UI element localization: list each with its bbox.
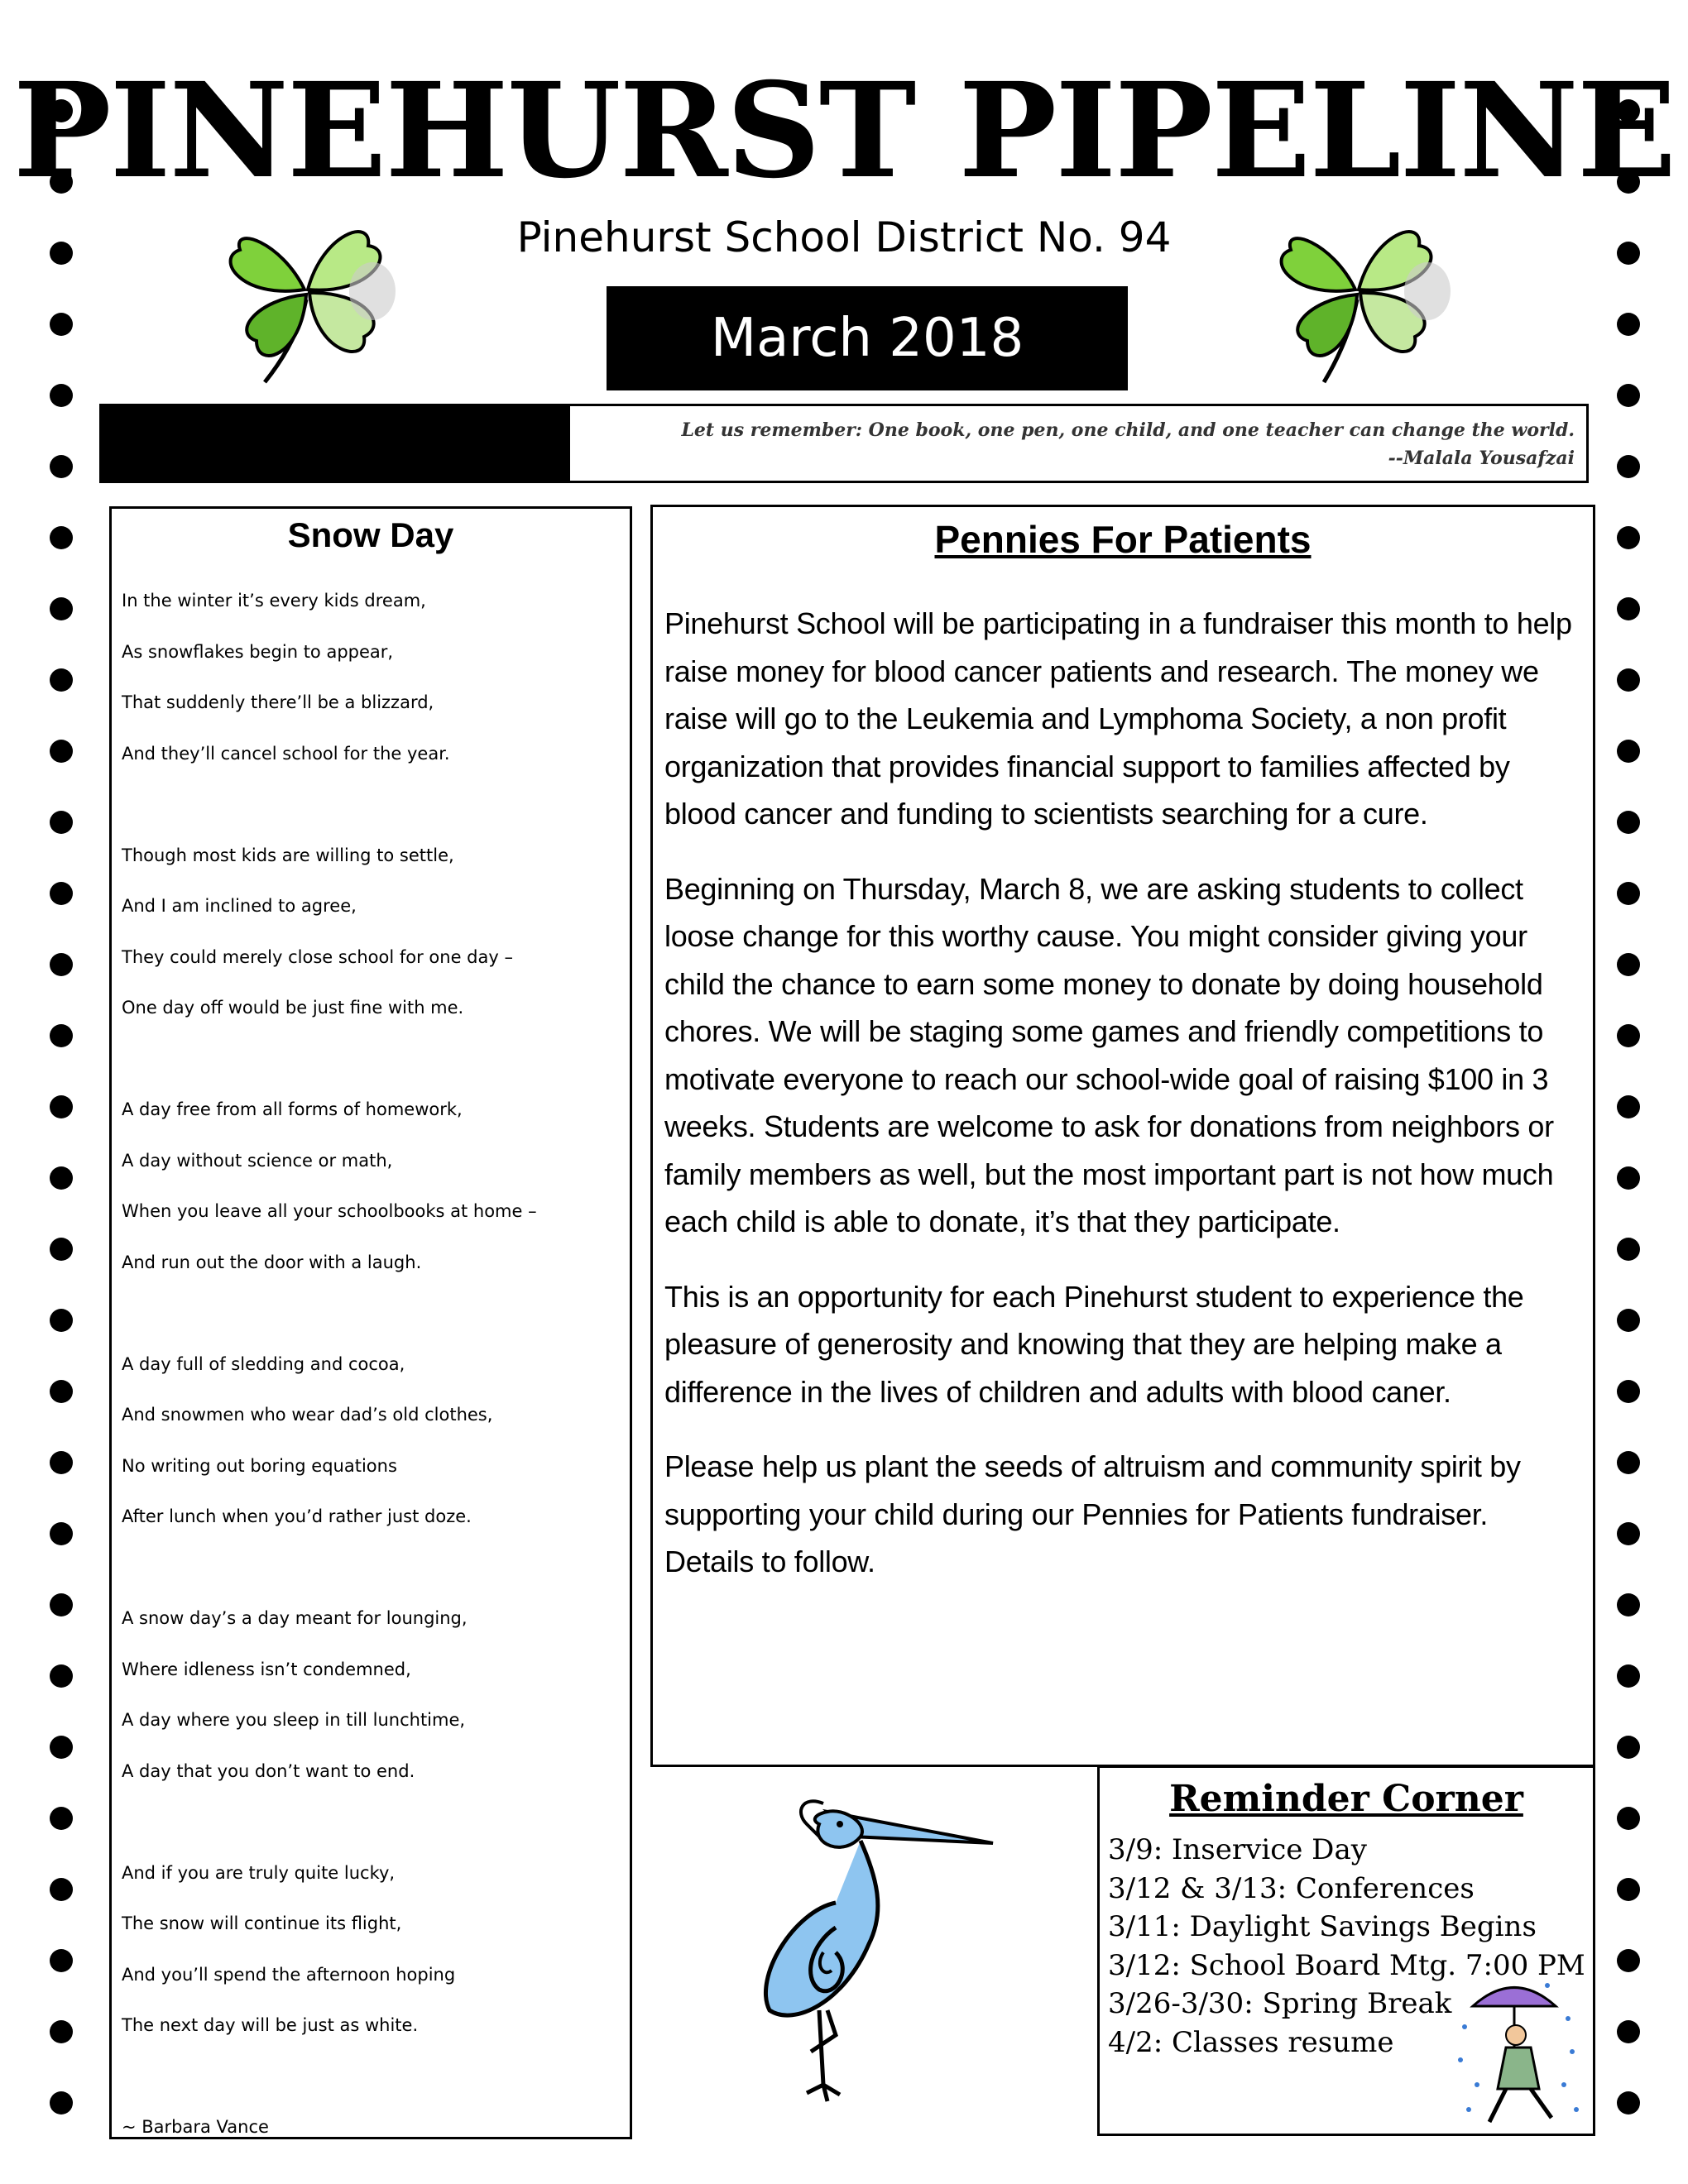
border-dot xyxy=(1617,384,1640,407)
poem-line: They could merely close school for one day – xyxy=(122,946,513,967)
border-dot xyxy=(1617,1878,1640,1901)
border-dot xyxy=(1617,1451,1640,1474)
newsletter-title: PINEHURST PIPELINE xyxy=(12,55,1676,208)
reminder-item: 3/12 & 3/13: Conferences xyxy=(1108,1871,1475,1905)
poem-line: The next day will be just as white. xyxy=(122,2015,419,2035)
right-dot-border xyxy=(1617,0,1650,2184)
issue-date: March 2018 xyxy=(607,286,1128,390)
poem-line: A day that you don’t want to end. xyxy=(122,1760,415,1781)
border-dot xyxy=(1617,1238,1640,1261)
article-paragraph: Pinehurst School will be participating in a fundraiser this month to help raise money for blood cancer patients and research. The money we raise will go to the Leukemia and Lymphoma Society, a non profit organization that provides financial support to families affected by blood cancer and funding to scientists searching for a cure. xyxy=(664,606,1572,831)
border-dot xyxy=(50,455,73,478)
border-dot xyxy=(50,2020,73,2043)
reminder-item: 3/11: Daylight Savings Begins xyxy=(1108,1910,1537,1943)
border-dot xyxy=(1617,882,1640,905)
article-box xyxy=(650,505,1595,1767)
border-dot xyxy=(50,1736,73,1759)
quote-text: Let us remember: One book, one pen, one child, and one teacher can change the world. xyxy=(681,419,1575,441)
poem-line: A day where you sleep in till lunchtime, xyxy=(122,1710,466,1730)
border-dot xyxy=(50,811,73,834)
umbrella-man-icon xyxy=(1448,1969,1589,2134)
article-body xyxy=(664,600,1583,1613)
border-dot xyxy=(50,953,73,976)
district-name: Pinehurst School District No. 94 xyxy=(516,213,1172,261)
article-title: Pennies For Patients xyxy=(934,518,1312,561)
poem-lines xyxy=(122,588,618,2166)
border-dot xyxy=(1617,1736,1640,1759)
stanza-gap xyxy=(122,792,618,843)
border-dot xyxy=(1617,740,1640,763)
poem-line: That suddenly there’ll be a blizzard, xyxy=(122,692,434,712)
border-dot xyxy=(50,1095,73,1118)
border-dot xyxy=(50,1949,73,1972)
border-dot xyxy=(1617,1380,1640,1403)
poem-line: A day free from all forms of homework, xyxy=(122,1099,463,1119)
quote-bar xyxy=(99,404,1589,483)
border-dot xyxy=(1617,1309,1640,1332)
border-dot xyxy=(1617,2091,1640,2115)
border-dot xyxy=(50,1807,73,1830)
border-dot xyxy=(50,1380,73,1403)
article-paragraph: Please help us plant the seeds of altruism and community spirit by supporting your child during our Pennies for Patients fundraiser. Details to follow. xyxy=(664,1449,1521,1578)
quote xyxy=(681,416,1575,472)
poem-line: And they’ll cancel school for the year. xyxy=(122,743,450,764)
poem-line: And you’ll spend the afternoon hoping xyxy=(122,1964,456,1985)
border-dot xyxy=(50,1451,73,1474)
poem-line: A day without science or math, xyxy=(122,1150,393,1171)
border-dot xyxy=(50,526,73,549)
border-dot xyxy=(1617,597,1640,620)
border-dot xyxy=(1617,2020,1640,2043)
poem-line: And snowmen who wear dad’s old clothes, xyxy=(122,1405,493,1425)
stanza-gap xyxy=(122,2064,618,2115)
border-dot xyxy=(1617,313,1640,336)
poem-line: And if you are truly quite lucky, xyxy=(122,1862,396,1883)
border-dot xyxy=(50,1593,73,1616)
reminder-item: 3/9: Inservice Day xyxy=(1108,1833,1367,1866)
border-dot xyxy=(1617,1095,1640,1118)
poem-line: And I am inclined to agree, xyxy=(122,896,357,916)
article-paragraph: This is an opportunity for each Pinehurst student to experience the pleasure of generosity and knowing that they are helping make a difference in the lives of children and adults with blood caner. xyxy=(664,1279,1524,1409)
quote-bar-black-block xyxy=(102,406,570,481)
border-dot xyxy=(50,1166,73,1190)
poem-line: One day off would be just fine with me. xyxy=(122,998,464,1018)
heron-illustration xyxy=(745,1787,1018,2118)
border-dot xyxy=(50,740,73,763)
border-dot xyxy=(1617,1664,1640,1688)
reminder-item: 3/12: School Board Mtg. 7:00 PM xyxy=(1108,1948,1585,1982)
border-dot xyxy=(50,1238,73,1261)
stanza-gap xyxy=(122,1046,618,1098)
border-dot xyxy=(50,1878,73,1901)
border-dot xyxy=(50,597,73,620)
poem-line: And run out the door with a laugh. xyxy=(122,1252,422,1272)
border-dot xyxy=(50,1309,73,1332)
poem-line: The snow will continue its flight, xyxy=(122,1913,402,1933)
poem-line: After lunch when you’d rather just doze. xyxy=(122,1506,472,1526)
border-dot xyxy=(1617,455,1640,478)
border-dot xyxy=(50,313,73,336)
poem-line: No writing out boring equations xyxy=(122,1455,397,1476)
border-dot xyxy=(50,668,73,692)
stanza-gap xyxy=(122,1555,618,1607)
border-dot xyxy=(1617,668,1640,692)
poem-title: Snow Day xyxy=(287,515,454,554)
poem-line: A snow day’s a day meant for lounging, xyxy=(122,1608,468,1628)
border-dot xyxy=(50,1522,73,1545)
quote-author: --Malala Yousafzai xyxy=(1388,448,1575,469)
border-dot xyxy=(1617,1522,1640,1545)
border-dot xyxy=(1617,526,1640,549)
poem-line: A day full of sledding and cocoa, xyxy=(122,1353,405,1374)
border-dot xyxy=(1617,811,1640,834)
stanza-gap xyxy=(122,1809,618,1861)
shamrock-right-icon xyxy=(1258,192,1456,390)
poem-line: In the winter it’s every kids dream, xyxy=(122,591,426,611)
poem-box xyxy=(109,506,632,2139)
border-dot xyxy=(1617,1166,1640,1190)
article-paragraph: Beginning on Thursday, March 8, we are asking students to collect loose change for this worthy cause. You might consider giving your child the chance to earn some money to donate by doing household chores. We will be staging some games and friendly competitions to motivate everyone to reach our school-wide goal of raising $100 in 3 weeks. Students are welcome to ask for donations from neighbors or family members as well, but the most important part is not how much each child is able to donate, it’s that they participate. xyxy=(664,871,1554,1238)
border-dot xyxy=(1617,953,1640,976)
border-dot xyxy=(50,384,73,407)
border-dot xyxy=(50,882,73,905)
poem-author: ~ Barbara Vance xyxy=(122,2117,269,2137)
left-dot-border xyxy=(50,0,83,2184)
poem-line: Though most kids are willing to settle, xyxy=(122,845,454,865)
shamrock-left-icon xyxy=(207,192,405,390)
reminder-item: 4/2: Classes resume xyxy=(1108,2025,1394,2059)
border-dot xyxy=(50,2091,73,2115)
reminder-item: 3/26-3/30: Spring Break xyxy=(1108,1987,1452,2020)
border-dot xyxy=(1617,1024,1640,1047)
border-dot xyxy=(50,1664,73,1688)
border-dot xyxy=(1617,1593,1640,1616)
poem-line: As snowflakes begin to appear, xyxy=(122,641,394,662)
poem-line: When you leave all your schoolbooks at home – xyxy=(122,1201,537,1221)
border-dot xyxy=(50,1024,73,1047)
stanza-gap xyxy=(122,1300,618,1352)
border-dot xyxy=(1617,1807,1640,1830)
reminder-title: Reminder Corner xyxy=(1169,1778,1523,1820)
poem-line: Where idleness isn’t condemned, xyxy=(122,1659,411,1679)
border-dot xyxy=(1617,1949,1640,1972)
